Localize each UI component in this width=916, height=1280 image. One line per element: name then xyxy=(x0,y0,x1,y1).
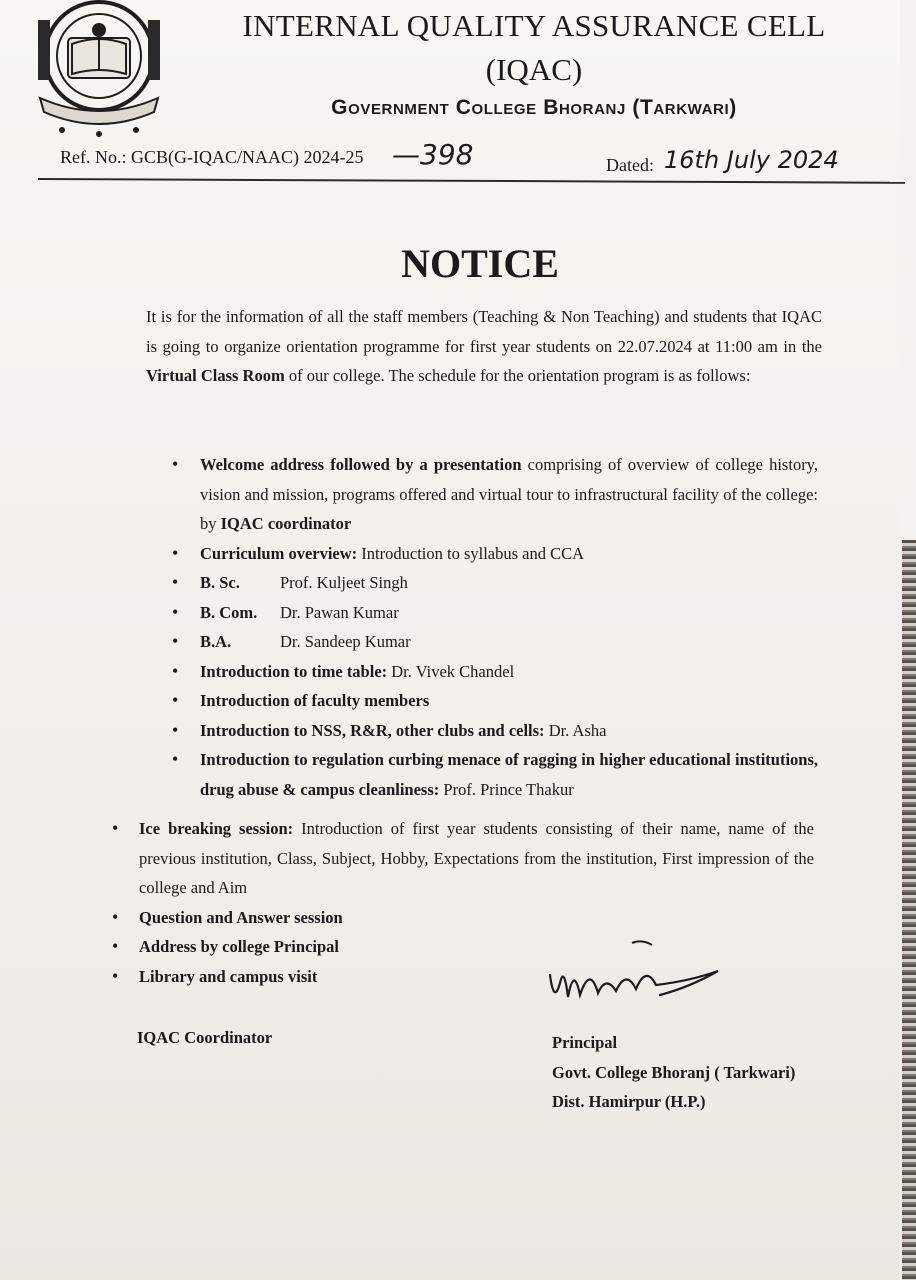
handwritten-ref-number: —398 xyxy=(392,138,474,171)
list-item-bcom: • B. Com. Dr. Pawan Kumar xyxy=(200,598,818,628)
college-emblem-logo xyxy=(30,0,168,140)
list-item-nss: • Introduction to NSS, R&R, other clubs and cells: Dr. Asha xyxy=(200,716,818,746)
list-item-timetable: • Introduction to time table: Dr. Vivek Chandel xyxy=(200,657,818,687)
cell-title: INTERNAL QUALITY ASSURANCE CELL xyxy=(242,8,826,43)
reference-number: Ref. No.: GCB(G-IQAC/NAAC) 2024-25 xyxy=(60,147,364,167)
handwritten-date: 16th July 2024 xyxy=(664,146,839,174)
list-item-ba: • B.A. Dr. Sandeep Kumar xyxy=(200,627,818,657)
list-item-library: • Library and campus visit xyxy=(139,962,814,992)
principal-block xyxy=(552,1028,795,1117)
principal-college: Govt. College Bhoranj ( Tarkwari) xyxy=(552,1062,796,1082)
list-item-ragging: • Introduction to regulation curbing menace of ragging in higher educational institutions, drug abuse & campus cleanliness: Prof. Prince Thakur xyxy=(200,745,818,804)
dated-label: Dated: xyxy=(606,155,654,175)
paper-edge-shadow xyxy=(902,540,916,1280)
principal-district: Dist. Hamirpur (H.P.) xyxy=(552,1092,706,1111)
notice-intro: It is for the information of all the staff members (Teaching & Non Teaching) and students that IQAC is going to organize orientation programme for first year students on 22.07.2024 at 11:00 am in the Virtual Class Room of our college. The schedule for the orientation program is as follows: xyxy=(146,307,822,385)
list-item-curriculum: • Curriculum overview: Introduction to syllabus and CCA xyxy=(200,539,818,569)
list-item-ice-breaking: • Ice breaking session: Introduction of first year students consisting of their name, name of the previous institution, Class, Subject, Hobby, Expectations from the institution, First impression of the college and Aim xyxy=(139,814,814,903)
principal-signature xyxy=(540,935,730,1020)
college-name: Government College Bhoranj (Tarkwari) xyxy=(331,96,737,119)
list-item-bsc: • B. Sc. Prof. Kuljeet Singh xyxy=(200,568,818,598)
cell-abbreviation: (IQAC) xyxy=(485,52,583,87)
list-item-principal-address: • Address by college Principal xyxy=(139,932,814,962)
notice-title: NOTICE xyxy=(401,241,559,286)
list-item-faculty: • Introduction of faculty members xyxy=(200,686,818,716)
iqac-coordinator-label: IQAC Coordinator xyxy=(137,1028,273,1047)
schedule-list-presentations xyxy=(200,450,818,804)
list-item-welcome: • Welcome address followed by a presentation comprising of overview of college history, vision and mission, programs offered and virtual tour to infrastructural facility of the college: by IQAC coordinator xyxy=(200,450,818,539)
principal-title: Principal xyxy=(552,1033,618,1052)
list-item-qa: • Question and Answer session xyxy=(139,903,814,933)
